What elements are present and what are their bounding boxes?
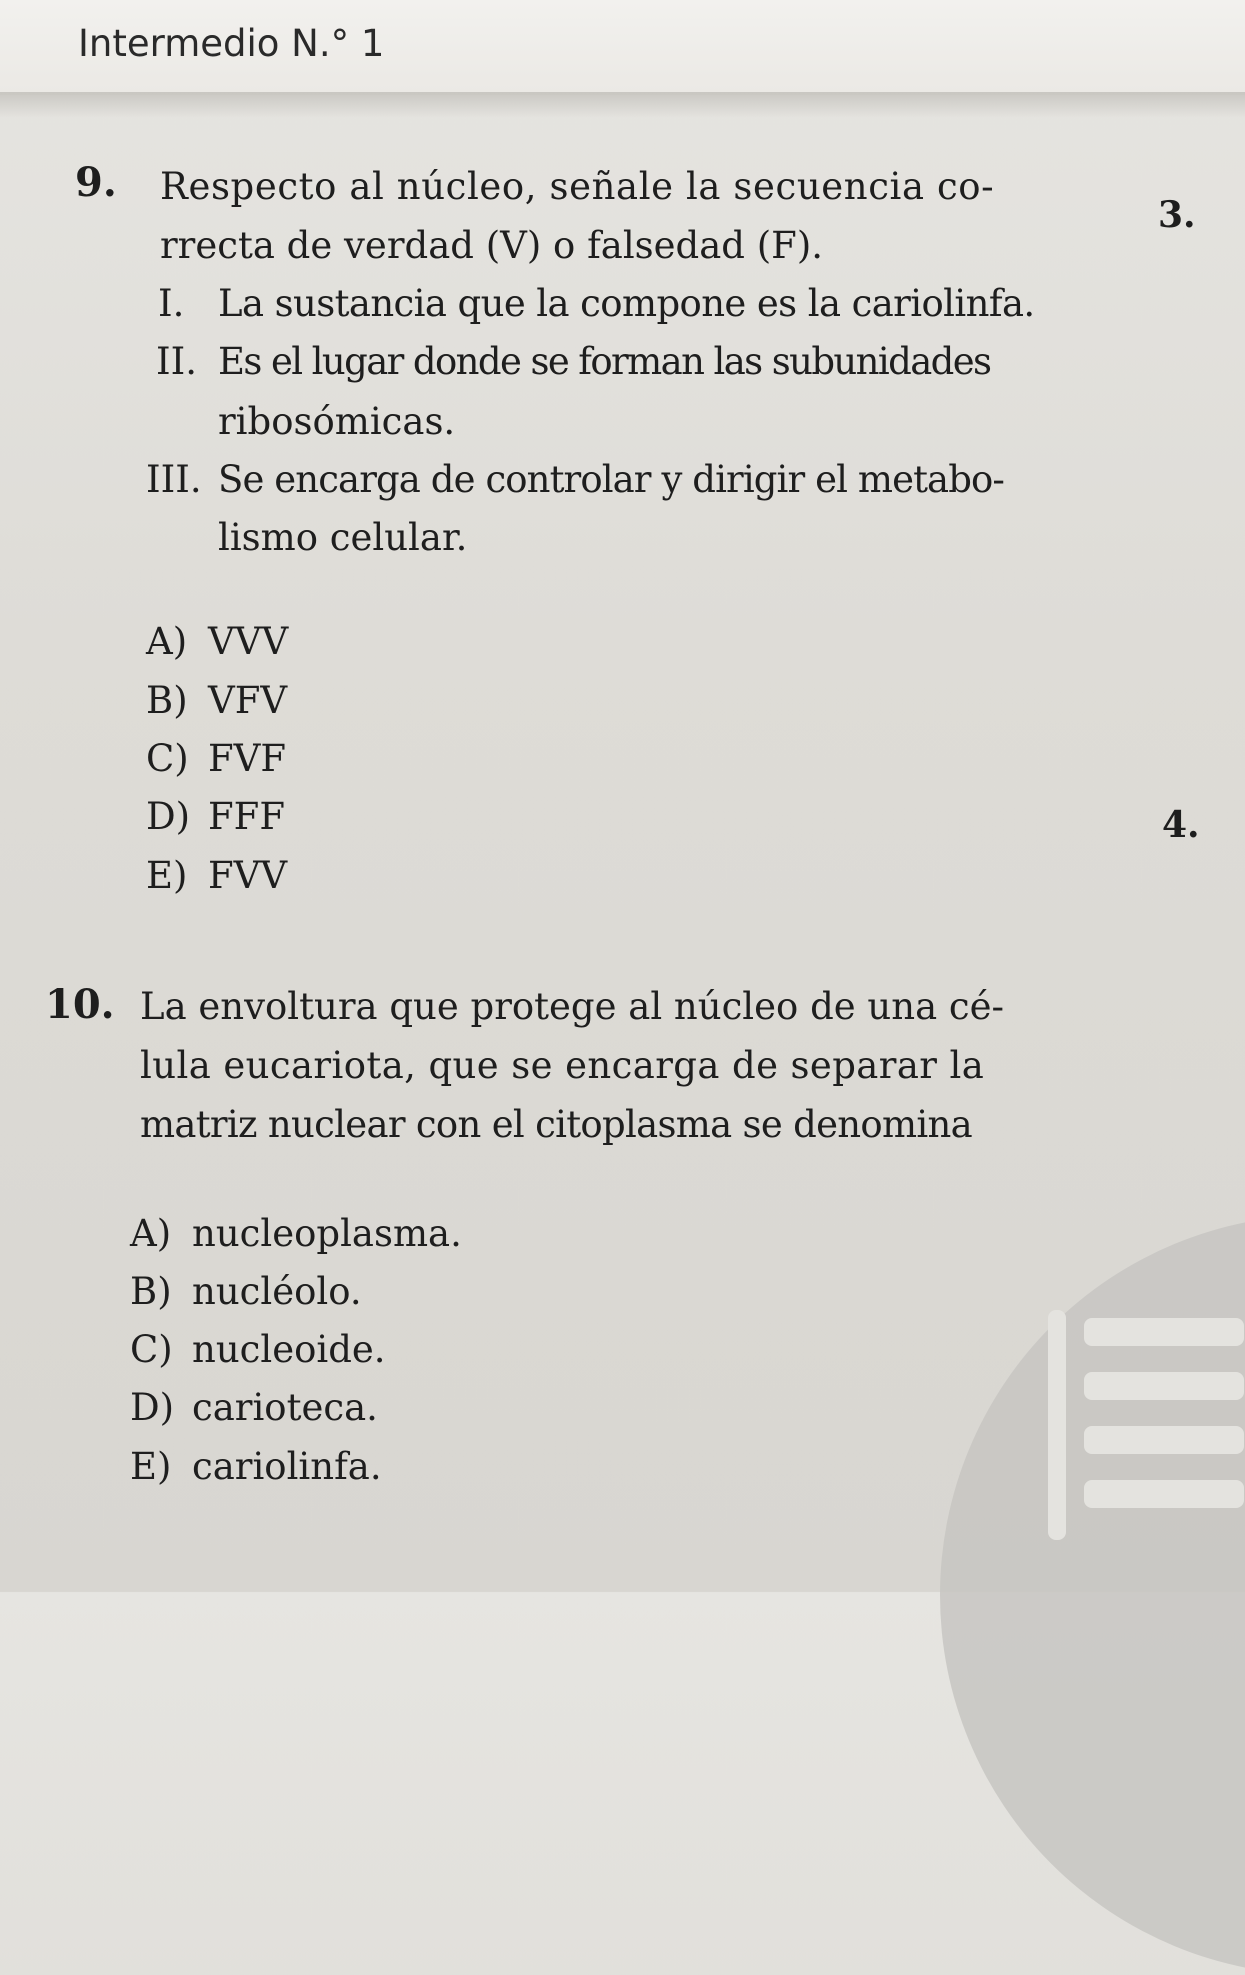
option-9-e-letter: E) — [146, 854, 188, 897]
option-10-e-letter: E) — [130, 1445, 172, 1488]
question-9-stem-line-2: rrecta de verdad (V) o falsedad (F). — [160, 224, 824, 267]
statement-2-numeral: II. — [156, 340, 197, 383]
option-9-e-text: FVV — [208, 854, 288, 897]
question-10-number: 10. — [45, 981, 115, 1028]
question-10-stem-line-1: La envoltura que protege al núcleo de una cé- — [140, 985, 1005, 1028]
statement-2-text-line-2: ribosómicas. — [218, 400, 456, 443]
option-9-b-text: VFV — [208, 679, 288, 722]
question-9-number: 9. — [75, 159, 117, 206]
option-10-a-letter: A) — [130, 1212, 172, 1255]
option-10-d-text: carioteca. — [192, 1386, 378, 1429]
question-9-stem-line-1: Respecto al núcleo, señale la secuencia co- — [160, 165, 995, 208]
list-icon — [1048, 1310, 1245, 1530]
side-number-3: 3. — [1158, 194, 1196, 236]
option-10-c-text: nucleoide. — [192, 1328, 386, 1371]
side-number-4: 4. — [1162, 804, 1200, 846]
option-9-d-text: FFF — [208, 795, 286, 838]
option-9-b-letter: B) — [146, 679, 188, 722]
statement-3-text-line-1: Se encarga de controlar y dirigir el metabo- — [218, 458, 1004, 501]
page-header — [0, 0, 1245, 95]
option-10-c-letter: C) — [130, 1328, 173, 1371]
statement-1-numeral: I. — [158, 282, 185, 325]
option-10-b-text: nucléolo. — [192, 1270, 362, 1313]
header-shadow — [0, 92, 1245, 118]
statement-1-text: La sustancia que la compone es la cariolinfa. — [218, 282, 1035, 325]
option-9-a-text: VVV — [208, 620, 289, 663]
statement-3-text-line-2: lismo celular. — [218, 516, 468, 559]
header-title: Intermedio N.° 1 — [78, 22, 385, 65]
option-9-c-text: FVF — [208, 737, 287, 780]
statement-2-text-line-1: Es el lugar donde se forman las subunidades — [218, 340, 991, 383]
option-10-b-letter: B) — [130, 1270, 172, 1313]
option-10-d-letter: D) — [130, 1386, 175, 1429]
option-9-d-letter: D) — [146, 795, 191, 838]
question-10-stem-line-2: lula eucariota, que se encarga de separar la — [140, 1044, 985, 1087]
option-9-a-letter: A) — [146, 620, 188, 663]
option-10-e-text: cariolinfa. — [192, 1445, 382, 1488]
option-9-c-letter: C) — [146, 737, 189, 780]
question-10-stem-line-3: matriz nuclear con el citoplasma se denomina — [140, 1103, 972, 1146]
statement-3-numeral: III. — [146, 458, 202, 501]
option-10-a-text: nucleoplasma. — [192, 1212, 462, 1255]
